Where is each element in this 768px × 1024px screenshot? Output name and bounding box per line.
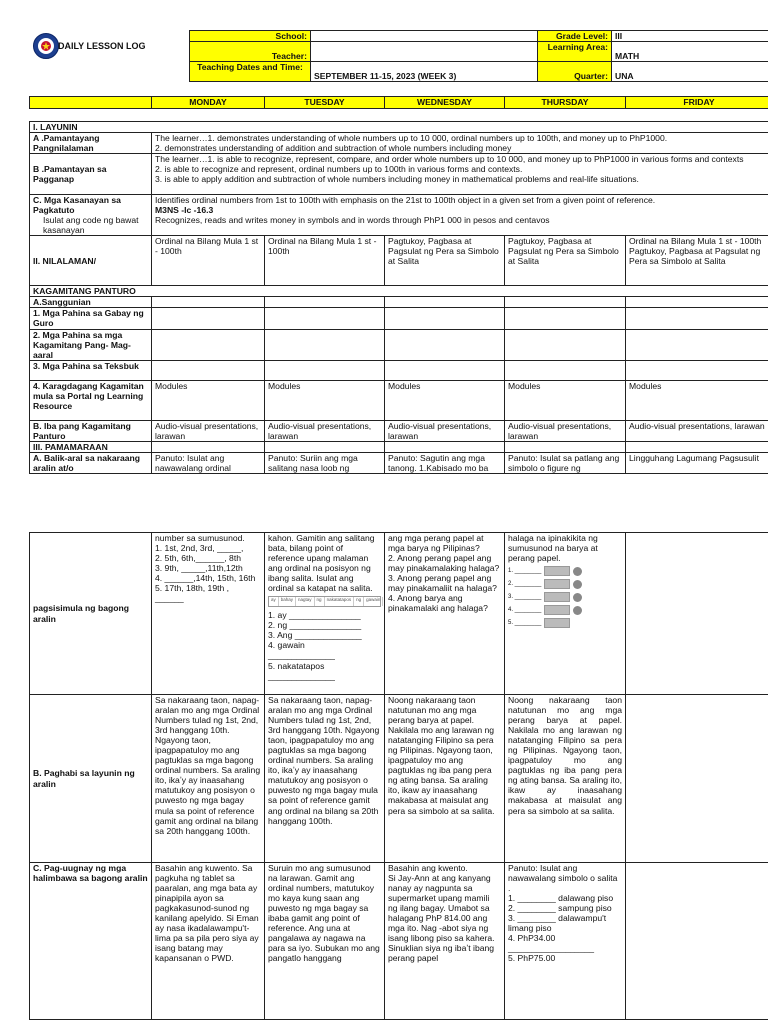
coin-icon [573,606,582,615]
iba-thursday: Audio-visual presentations, larawan [505,420,626,441]
iba-wednesday: Audio-visual presentations, larawan [385,420,505,441]
paguugnay-tuesday: Suruin mo ang sumusunod na larawan. Gamit ang ordinal numbers, matutukoy mo kaya kung saan ang puwesto ng mga bagay sa ibaba gamit ang point of reference. Ang una at pangalawa ay nagawa na para sa iyo. Subukan mo ang pangatlo hanggang [265,863,385,1020]
balik-friday: Lingguhang Lagumang Pagsusulit [626,452,768,473]
peso-bill-icon [544,618,570,628]
teacher-label: Teacher: [190,42,311,62]
kasanayan-line2: Recognizes, reads and writes money in symbols and in words through PhP1 000 in pesos and centavos [155,215,550,226]
row-label-karagdagang: 4. Karagdagang Kagamitan mula sa Portal ng Learning Resource [30,380,152,420]
paguugnay-thursday: Panuto: Isulat ang nawawalang simbolo o salita . 1. ________ dalawang piso 2. ________ sampung piso 3. ________ dalawampu't limang piso 4. PhP34.00 __________________ 5. PhP75.00 [505,863,626,1020]
section-pamamaraan: III. PAMAMARAAN [30,441,152,452]
iba-tuesday: Audio-visual presentations, larawan [265,420,385,441]
teacher-field [311,42,538,62]
header-table [189,30,768,82]
balik-monday: Panuto: Isulat ang nawawalang ordinal [152,452,265,473]
kasanayan-sub: Isulat ang code ng bawat kasanayan [43,215,139,236]
tuesday-a-answers: 1. ay _______________ 2. ng _______________ 3. Ang ______________ 4. gawain ______________ 5. nakatatapos ______________ [268,610,362,681]
iba-monday: Audio-visual presentations, larawan [152,420,265,441]
row-label-paguugnay: C. Pag-uugnay ng mga halimbawa sa bagong aralin [30,863,152,1020]
peso-bill-icon [544,605,570,615]
quarter-label: Quarter: [538,62,612,82]
row-label-pamantayang: A .Pamantayang Pangnilalaman [30,133,152,154]
day-monday: MONDAY [152,97,265,109]
money-item-blank: 3. ________ [508,593,542,600]
row-label-pagganap: B .Pamantayan sa Pagganap [30,154,152,195]
balik-tuesday: Panuto: Suriin ang mga salitang nasa loob ng [265,452,385,473]
karagdagang-tuesday: Modules [265,380,385,420]
nilalaman-tuesday: Ordinal na Bilang Mula 1 st - 100th [265,236,385,286]
row-label-balik-aral: A. Balik-aral sa nakaraang aralin at/o [30,452,152,473]
paguugnay-monday: Basahin ang kuwento. Sa pagkuha ng tablet sa paaralan, ang mga bata ay pinapipila ayon sa pagkakasunod-sunod ng kanilang apelyido. Si Eman ay nasa ikadalawampu't-lima pa sa pila pero siya ay isang batang may kapansanan o PWD. [152,863,265,1020]
pagsisimula-wednesday: ang mga perang papel at mga barya ng Pilipinas? 2. Anong perang papel ang may pinakamalaking halaga? 3. Anong perang papel ang may pinakamaliit na halaga? 4. Anong barya ang pinakamalaki ang halaga? [385,533,505,695]
kasanayan-line1: Identifies ordinal numbers from 1st to 100th with emphasis on the 21st to 100th object in a given set from a given point of reference. [155,195,656,206]
money-item [508,592,622,602]
money-item [508,605,622,615]
learning-area-value: MATH [612,42,768,62]
nilalaman-thursday: Pagtukoy, Pagbasa at Pagsulat ng Pera sa Simbolo at Salita [505,236,626,286]
pagsisimula-friday [626,533,768,695]
deped-seal [33,33,59,59]
row-label-kasanayan [30,195,152,236]
pamantayang-text: The learner…1. demonstrates understanding of whole numbers up to 10 000, ordinal numbers up to 100th, and money up to PhP1000. 2. demonstrates understanding of addition and subtraction of whole numbers including money [152,133,768,154]
nilalaman-friday: Ordinal na Bilang Mula 1 st - 100th Pagtukoy, Pagbasa at Pagsulat ng Pera sa Simbolo at Salita [626,236,768,286]
day-thursday: THURSDAY [505,97,626,109]
karagdagang-monday: Modules [152,380,265,420]
paghabi-monday: Sa nakaraang taon, napag-aralan mo ang mga Ordinal Numbers tulad ng 1st, 2nd, 3rd hanggang 10th. Ngayong taon, ipagpapatuloy mo ang pagtuklas sa mga bagong ordinal numbers. Sa araling ito, ikaʼy ay inaasahang matutukoy ang posisyon o puwesto ng mga bagay mula sa point of reference gamit ang ordinal na bilang sa 20th hanggang 100th. [152,695,265,863]
coin-icon [573,593,582,602]
balik-wednesday: Panuto: Sagutin ang mga tanong. 1.Kabisado mo ba [385,452,505,473]
pagsisimula-monday: number sa sumusunod. 1. 1st, 2nd, 3rd, _____, 2. 5th, 6th,______, 8th 3. 9th, _____,11th,12th 4. ______,14th, 15th, 16th 5. 17th, 18th, 19th , ______ [152,533,265,695]
grade-level-value: III [612,31,768,42]
lesson-table-page1 [29,121,768,474]
row-label-pagsisimula: pagsisimula ng bagong aralin [30,533,152,695]
section-layunin: I. LAYUNIN [30,122,768,133]
word-box-item: ay [269,597,279,606]
coin-icon [573,567,582,576]
word-box-item: bahay [279,597,296,606]
iba-friday: Audio-visual presentations, larawan [626,420,768,441]
school-label: School: [190,31,311,42]
paghabi-tuesday: Sa nakaraang taon, napag-aralan mo ang mga Ordinal Numbers tulad ng 1st, 2nd, 3rd hanggang 10th. Ngayong taon, ipagpapatuloy mo ang pagtuklas sa mga bagong ordinal numbers. Sa araling ito, ikaʼy ay inaasahang matutukoy ang posisyon o puwesto ng mga bagay mula sa point of reference gamit ang ordinal na bilang sa 20th hanggang 100th. [265,695,385,863]
peso-bill-icon [544,579,570,589]
pagsisimula-thursday [505,533,626,695]
day-wednesday: WEDNESDAY [385,97,505,109]
nilalaman-wednesday: Pagtukoy, Pagbasa at Pagsulat ng Pera sa Simbolo at Salita [385,236,505,286]
paghabi-thursday: Noong nakaraang taon natutunan mo ang mga perang barya at papel. Nakilala mo ang larawan ng natatanging Filipino sa pera ng Pilipinas. Ngayong taon, ipagpatuloy mo ang pagtuklas ng iba pang pera ng ating bansa. Sa araling ito, ikaw ay inaasahang makabasa at maisulat ang pera sa simbolo at sa salita. [505,695,626,863]
row-label-kagamitang-mag-aaral: 2. Mga Pahina sa mga Kagamitang Pang- Mag-aaral [30,329,152,360]
row-label-iba-pang: B. Iba pang Kagamitang Panturo [30,420,152,441]
money-item-blank: 5. ________ [508,619,542,626]
row-label-paghabi: B. Paghabi sa layunin ng aralin [30,695,152,863]
karagdagang-wednesday: Modules [385,380,505,420]
tuesday-a-text: kahon. Gamitin ang salitang bata, bilang point of reference upang malaman ang ordinal na posisyon ng ibang salita. Isulat ang ordinal sa katapat na salita. [268,533,375,594]
paghabi-friday [626,695,768,863]
days-header-blank [30,97,152,109]
document-title: DAILY LESSON LOG [58,41,146,51]
paguugnay-wednesday: Basahin ang kwento. Si Jay-Ann at ang kanyang nanay ay nagpunta sa supermarket upang mamili ng ilang bagay. Umabot sa halagang PhP 814.00 ang mga ito. Nag -abot siya ng isang libong piso sa kahera. Sinuklian siya ng ibaʼt ibang perang papel [385,863,505,1020]
kasanayan-cell [152,195,768,236]
balik-thursday: Panuto: Isulat sa patlang ang simbolo o figure ng [505,452,626,473]
word-box-strip [268,596,381,607]
paguugnay-friday [626,863,768,1020]
lesson-table-page2 [29,532,768,1020]
money-item-blank: 2. ________ [508,580,542,587]
day-tuesday: TUESDAY [265,97,385,109]
karagdagang-thursday: Modules [505,380,626,420]
kasanayan-code: M3NS -Ic -16.3 [155,205,214,216]
word-box-item: nakatatapos [325,597,355,606]
teaching-dates-value: SEPTEMBER 11-15, 2023 (WEEK 3) [311,62,538,82]
row-label-sanggunian: A.Sanggunian [30,297,152,308]
nilalaman-monday: Ordinal na Bilang Mula 1 st - 100th [152,236,265,286]
peso-bill-icon [544,566,570,576]
learning-area-label: Learning Area: [538,42,612,62]
pagsisimula-tuesday [265,533,385,695]
teaching-dates-label: Teaching Dates and Time: [190,62,311,82]
days-header [29,96,768,109]
money-item-blank: 1. ________ [508,567,542,574]
money-item [508,566,622,576]
paghabi-wednesday: Noong nakaraang taon natutunan mo ang mga perang barya at papel. Nakilala mo ang larawan ng natatanging Filipino sa pera ng Pilipinas. Ngayong taon, ipagpatuloy mo ang pagtuklas ng iba pang pera ng ating bansa. Sa araling ito, ikaw ay inaasahang makabasa at maisulat ang pera sa simbolo at sa salita. [385,695,505,863]
quarter-value: UNA [612,62,768,82]
word-box-item: ng [315,597,325,606]
money-item [508,579,622,589]
section-kagamitang: KAGAMITANG PANTURO [30,286,768,297]
pagganap-text: The learner…1. is able to recognize, represent, compare, and order whole numbers up to 10 000, and money up to PhP1000 in various forms and contexts 2. is able to recognize and represent, ordinal numbers up to 100th in various forms and contexts. 3. is able to apply addition and subtraction of whole numbers including money in mathematical problems and real-life situations. [152,154,768,195]
row-label-teksbuk: 3. Mga Pahina sa Teksbuk [30,360,152,380]
karagdagang-friday: Modules [626,380,768,420]
thursday-a-text: halaga na ipinakikita ng sumusunod na barya at perang papel. [508,533,598,564]
school-field [311,31,538,42]
day-friday: FRIDAY [626,97,768,109]
word-box-item: gawain [364,597,383,606]
row-label-gabay: 1. Mga Pahina sa Gabay ng Guro [30,308,152,329]
grade-level-label: Grade Level: [538,31,612,42]
money-item-blank: 4. ________ [508,606,542,613]
row-label-nilalaman: II. NILALAMAN/ [30,236,152,286]
kasanayan-heading: C. Mga Kasanayan sa Pagkatuto [33,195,121,216]
coin-icon [573,580,582,589]
money-item [508,618,622,628]
peso-bill-icon [544,592,570,602]
word-box-item: ng [354,597,364,606]
word-box-item: nagtay [296,597,315,606]
